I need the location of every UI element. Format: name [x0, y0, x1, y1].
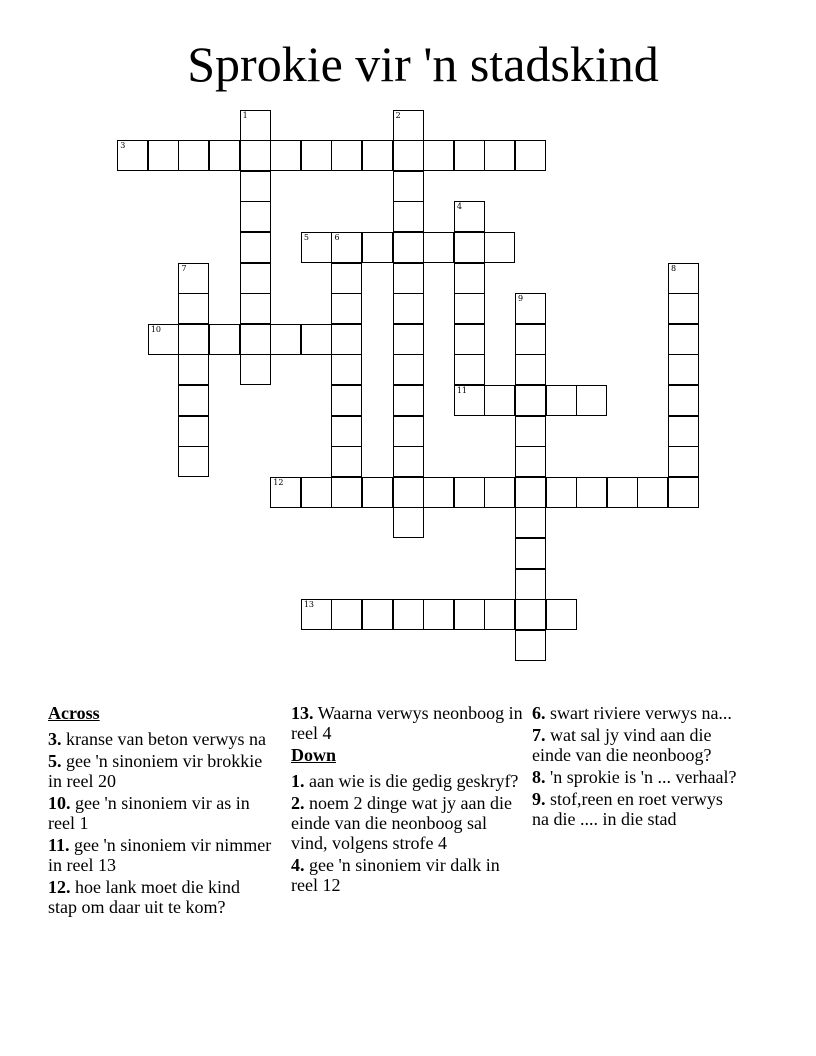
- clue-down-9: [532, 789, 744, 829]
- grid-cell[interactable]: [393, 263, 424, 294]
- grid-cell[interactable]: [178, 263, 209, 294]
- grid-cell[interactable]: [331, 446, 362, 477]
- clue-across-12: [48, 877, 273, 917]
- clue-across-10: [48, 793, 273, 833]
- grid-cell[interactable]: [301, 140, 332, 171]
- clue-text: gee 'n sinoniem vir nimmer in reel 13: [48, 835, 272, 875]
- clue-text: gee 'n sinoniem vir dalk in reel 12: [291, 855, 500, 895]
- grid-cell[interactable]: [454, 263, 485, 294]
- clue-number: 6.: [532, 703, 546, 723]
- grid-cell[interactable]: [331, 263, 362, 294]
- clue-across-11: [48, 835, 273, 875]
- grid-cell[interactable]: [331, 385, 362, 416]
- grid-cell[interactable]: [668, 293, 699, 324]
- grid-cell[interactable]: [178, 446, 209, 477]
- grid-cell[interactable]: [148, 140, 179, 171]
- clue-number: 5.: [48, 751, 62, 771]
- clue-across-3: [48, 729, 273, 749]
- clue-number: 9.: [532, 789, 546, 809]
- clue-number: 11.: [48, 835, 70, 855]
- clue-number: 10.: [48, 793, 71, 813]
- grid-cell[interactable]: [331, 477, 362, 508]
- grid-cell[interactable]: [454, 599, 485, 630]
- grid-cell[interactable]: [484, 232, 515, 263]
- grid-cell[interactable]: [423, 477, 454, 508]
- cell-number: 10: [150, 324, 162, 334]
- cell-number: 9: [518, 294, 524, 304]
- grid-cell[interactable]: [576, 477, 607, 508]
- grid-cell[interactable]: [423, 232, 454, 263]
- grid-cell[interactable]: [515, 354, 546, 385]
- puzzle-title: Sprokie vir 'n stadskind: [187, 36, 659, 92]
- grid-cell[interactable]: [393, 354, 424, 385]
- grid-cell[interactable]: [393, 232, 424, 263]
- clue-text: hoe lank moet die kind stap om daar uit te kom?: [48, 877, 240, 917]
- grid-cell[interactable]: [209, 324, 240, 355]
- grid-cell[interactable]: [607, 477, 638, 508]
- grid-cell[interactable]: [423, 140, 454, 171]
- grid-cell[interactable]: [546, 385, 577, 416]
- grid-cell[interactable]: [515, 507, 546, 538]
- grid-cell[interactable]: [178, 354, 209, 385]
- cell-number: 8: [671, 263, 677, 273]
- grid-cell[interactable]: [301, 324, 332, 355]
- grid-cell[interactable]: [240, 293, 271, 324]
- grid-cell[interactable]: [546, 599, 577, 630]
- grid-cell[interactable]: [240, 140, 271, 171]
- grid-cell[interactable]: [270, 324, 301, 355]
- grid-cell[interactable]: [515, 446, 546, 477]
- grid-cell[interactable]: [301, 232, 332, 263]
- grid-cell[interactable]: [393, 324, 424, 355]
- cell-number: 6: [334, 233, 340, 243]
- grid-cell[interactable]: [362, 599, 393, 630]
- grid-cell[interactable]: [546, 477, 577, 508]
- grid-cell[interactable]: [393, 201, 424, 232]
- down-heading: Down: [291, 745, 337, 765]
- grid-cell[interactable]: [240, 324, 271, 355]
- cell-number: 1: [242, 110, 248, 120]
- grid-cell[interactable]: [331, 354, 362, 385]
- grid-cell[interactable]: [362, 477, 393, 508]
- clue-text: Waarna verwys neonboog in reel 4: [291, 703, 523, 743]
- across-heading: Across: [48, 703, 100, 723]
- grid-cell[interactable]: [484, 140, 515, 171]
- cell-number: 5: [303, 233, 309, 243]
- grid-cell[interactable]: [240, 263, 271, 294]
- clue-down-4: [291, 855, 523, 895]
- clue-text: gee 'n sinoniem vir brokkie in reel 20: [48, 751, 263, 791]
- grid-cell[interactable]: [240, 354, 271, 385]
- grid-cell[interactable]: [331, 416, 362, 447]
- grid-cell[interactable]: [454, 354, 485, 385]
- grid-cell[interactable]: [454, 385, 485, 416]
- grid-cell[interactable]: [240, 201, 271, 232]
- grid-cell[interactable]: [484, 477, 515, 508]
- grid-cell[interactable]: [515, 385, 546, 416]
- clues-column-3: [532, 703, 744, 831]
- grid-cell[interactable]: [454, 201, 485, 232]
- grid-cell[interactable]: [178, 416, 209, 447]
- cell-number: 4: [456, 202, 462, 212]
- grid-cell[interactable]: [240, 232, 271, 263]
- grid-cell[interactable]: [393, 293, 424, 324]
- cell-number: 7: [181, 263, 187, 273]
- grid-cell[interactable]: [454, 232, 485, 263]
- clue-text: 'n sprokie is 'n ... verhaal?: [550, 767, 737, 787]
- grid-cell[interactable]: [515, 324, 546, 355]
- grid-cell[interactable]: [515, 538, 546, 569]
- grid-cell[interactable]: [454, 324, 485, 355]
- grid-cell[interactable]: [668, 385, 699, 416]
- clue-number: 13.: [291, 703, 314, 723]
- grid-cell[interactable]: [515, 293, 546, 324]
- cell-number: 11: [456, 386, 468, 396]
- grid-cell[interactable]: [240, 171, 271, 202]
- clue-number: 1.: [291, 771, 305, 791]
- grid-cell[interactable]: [454, 140, 485, 171]
- clue-down-1: [291, 771, 523, 791]
- clues-column-1: [48, 703, 273, 919]
- grid-cell[interactable]: [576, 385, 607, 416]
- cell-number: 2: [395, 110, 401, 120]
- clue-text: stof,reen en roet verwys na die .... in die stad: [532, 789, 723, 829]
- grid-cell[interactable]: [484, 385, 515, 416]
- clue-number: 2.: [291, 793, 305, 813]
- clue-text: kranse van beton verwys na: [66, 729, 266, 749]
- grid-cell[interactable]: [393, 171, 424, 202]
- grid-cell[interactable]: [148, 324, 179, 355]
- grid-cell[interactable]: [270, 140, 301, 171]
- clue-down-2: [291, 793, 523, 853]
- grid-cell[interactable]: [331, 324, 362, 355]
- grid-cell[interactable]: [331, 232, 362, 263]
- grid-cell[interactable]: [393, 140, 424, 171]
- clue-text: aan wie is die gedig geskryf?: [309, 771, 519, 791]
- grid-cell[interactable]: [668, 354, 699, 385]
- grid-cell[interactable]: [178, 385, 209, 416]
- grid-cell[interactable]: [393, 507, 424, 538]
- clue-number: 3.: [48, 729, 62, 749]
- grid-cell[interactable]: [331, 140, 362, 171]
- grid-cell[interactable]: [668, 263, 699, 294]
- grid-cell[interactable]: [393, 477, 424, 508]
- grid-cell[interactable]: [301, 599, 332, 630]
- grid-cell[interactable]: [423, 599, 454, 630]
- grid-cell[interactable]: [515, 630, 546, 661]
- grid-cell[interactable]: [515, 140, 546, 171]
- clue-number: 8.: [532, 767, 546, 787]
- grid-cell[interactable]: [393, 599, 424, 630]
- grid-cell[interactable]: [668, 446, 699, 477]
- grid-cell[interactable]: [117, 140, 148, 171]
- grid-cell[interactable]: [515, 599, 546, 630]
- grid-cell[interactable]: [515, 416, 546, 447]
- grid-cell[interactable]: [484, 599, 515, 630]
- grid-cell[interactable]: [637, 477, 668, 508]
- grid-cell[interactable]: [668, 477, 699, 508]
- clue-number: 7.: [532, 725, 546, 745]
- grid-cell[interactable]: [331, 599, 362, 630]
- grid-cell[interactable]: [515, 477, 546, 508]
- clues-column-2: [291, 703, 523, 897]
- grid-cell[interactable]: [209, 140, 240, 171]
- cell-number: 12: [273, 477, 284, 487]
- grid-cell[interactable]: [393, 110, 424, 141]
- grid-cell[interactable]: [178, 140, 209, 171]
- grid-cell[interactable]: [301, 477, 332, 508]
- clue-text: noem 2 dinge wat jy aan die einde van die neonboog sal vind, volgens strofe 4: [291, 793, 512, 853]
- clue-down-7: [532, 725, 744, 765]
- grid-cell[interactable]: [454, 477, 485, 508]
- grid-cell[interactable]: [270, 477, 301, 508]
- grid-cell[interactable]: [362, 232, 393, 263]
- clue-number: 4.: [291, 855, 305, 875]
- cell-number: 3: [120, 141, 126, 151]
- clue-across-5: [48, 751, 273, 791]
- grid-cell[interactable]: [178, 293, 209, 324]
- grid-cell[interactable]: [393, 416, 424, 447]
- clue-number: 12.: [48, 877, 71, 897]
- clue-across-13: [291, 703, 523, 743]
- grid-cell[interactable]: [668, 324, 699, 355]
- clue-down-6: [532, 703, 744, 723]
- cell-number: 13: [303, 600, 315, 610]
- grid-cell[interactable]: [454, 293, 485, 324]
- grid-cell[interactable]: [178, 324, 209, 355]
- clue-down-8: [532, 767, 744, 787]
- grid-cell[interactable]: [240, 110, 271, 141]
- clue-text: swart riviere verwys na...: [550, 703, 732, 723]
- grid-cell[interactable]: [362, 140, 393, 171]
- grid-cell[interactable]: [515, 569, 546, 600]
- clue-text: wat sal jy vind aan die einde van die neonboog?: [532, 725, 712, 765]
- grid-cell[interactable]: [331, 293, 362, 324]
- grid-cell[interactable]: [668, 416, 699, 447]
- grid-cell[interactable]: [393, 385, 424, 416]
- clue-text: gee 'n sinoniem vir as in reel 1: [48, 793, 250, 833]
- grid-cell[interactable]: [393, 446, 424, 477]
